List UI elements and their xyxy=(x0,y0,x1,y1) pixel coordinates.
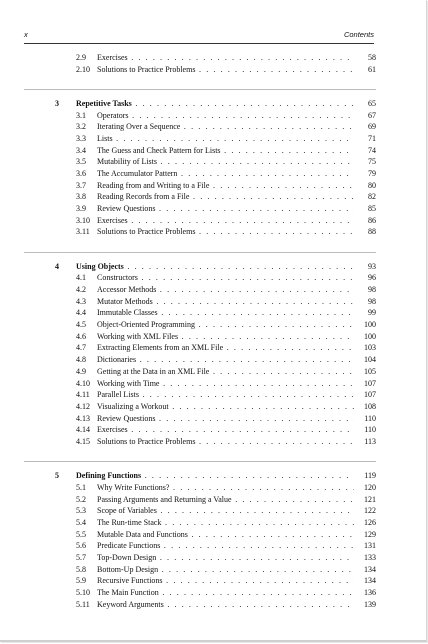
toc-section-entry[interactable] xyxy=(24,121,376,133)
section-title: The Guess and Check Pattern for Lists . . . xyxy=(97,145,354,157)
section-title: Object-Oriented Programming . . . xyxy=(97,319,354,331)
toc-section-entry[interactable] xyxy=(24,215,376,227)
section-page-number: 113 xyxy=(354,436,376,448)
toc-section-entry[interactable] xyxy=(24,494,376,506)
section-number: 4.6 xyxy=(76,331,86,341)
section-title: Passing Arguments and Returning a Value . . . xyxy=(97,494,354,506)
toc-section-entry[interactable] xyxy=(24,552,376,564)
section-title: Solutions to Practice Problems . . . xyxy=(97,436,354,448)
section-page-number: 100 xyxy=(354,331,376,343)
section-title: The Accumulator Pattern . . . xyxy=(97,168,354,180)
section-page-number: 80 xyxy=(354,180,376,192)
section-number: 5.3 xyxy=(76,506,86,516)
section-page-number: 107 xyxy=(354,378,376,390)
section-page-number: 131 xyxy=(354,540,376,552)
section-page-number: 108 xyxy=(354,401,376,413)
section-number: 4.12 xyxy=(76,401,90,411)
section-number: 4.5 xyxy=(76,320,86,330)
section-number: 5.6 xyxy=(76,541,86,551)
toc-section-entry[interactable] xyxy=(24,52,376,64)
chapter-title: Using Objects . . . xyxy=(76,261,354,273)
section-page-number: 99 xyxy=(354,307,376,319)
section-title: Why Write Functions? . . . xyxy=(97,482,354,494)
section-title: Lists . . . xyxy=(97,133,354,145)
section-number: 4.3 xyxy=(76,296,86,306)
section-number: 4.2 xyxy=(76,285,86,294)
toc-chapter xyxy=(24,52,376,75)
section-number: 5.9 xyxy=(76,576,86,586)
toc-section-entry[interactable] xyxy=(24,424,376,436)
section-page-number: 110 xyxy=(354,413,376,425)
toc-chapter-entry[interactable] xyxy=(24,261,376,273)
section-number: 3.9 xyxy=(76,204,86,214)
section-page-number: 61 xyxy=(354,64,376,76)
section-title: Operators . . . xyxy=(97,110,354,122)
section-page-number: 122 xyxy=(354,505,376,517)
section-page-number: 85 xyxy=(354,203,376,215)
chapter-number: 5 xyxy=(55,471,59,481)
section-number: 4.1 xyxy=(76,273,86,283)
chapter-title: Defining Functions . . . xyxy=(76,470,354,482)
toc-chapter xyxy=(24,252,376,448)
section-number: 4.10 xyxy=(76,378,90,388)
section-title: Accessor Methods . . . xyxy=(97,284,354,296)
section-page-number: 82 xyxy=(354,191,376,203)
chapter-title: Repetitive Tasks . . . xyxy=(76,98,354,110)
toc-section-entry[interactable] xyxy=(24,284,376,296)
section-number: 3.3 xyxy=(76,133,86,143)
chapter-number: 4 xyxy=(55,261,59,271)
section-title: Mutator Methods . . . xyxy=(97,296,354,308)
section-number: 3.6 xyxy=(76,169,86,178)
toc-section-entry[interactable] xyxy=(24,354,376,366)
section-title: Review Questions . . . xyxy=(97,203,354,215)
section-title: Recursive Functions . . . xyxy=(97,575,354,587)
section-number: 5.1 xyxy=(76,482,86,492)
section-number: 5.7 xyxy=(76,552,86,562)
section-title: Top-Down Design . . . xyxy=(97,552,354,564)
section-number: 4.7 xyxy=(76,343,86,353)
section-title: The Main Function . . . xyxy=(97,587,354,599)
section-page-number: 110 xyxy=(354,424,376,436)
toc-section-entry[interactable] xyxy=(24,307,376,319)
section-title: Exercises . . . xyxy=(97,52,354,64)
section-page-number: 139 xyxy=(354,599,376,611)
toc-section-entry[interactable] xyxy=(24,331,376,343)
section-page-number: 58 xyxy=(354,52,376,64)
section-page-number: 98 xyxy=(354,296,376,308)
section-title: Extracting Elements from an XML File . . . xyxy=(97,342,354,354)
section-number: 3.8 xyxy=(76,192,86,202)
page-folio: x xyxy=(24,30,28,39)
section-page-number: 105 xyxy=(354,366,376,378)
toc-section-entry[interactable] xyxy=(24,342,376,354)
section-page-number: 134 xyxy=(354,564,376,576)
toc-section-entry[interactable] xyxy=(24,413,376,425)
chapter-page-number: 93 xyxy=(354,261,376,273)
section-page-number: 133 xyxy=(354,552,376,564)
running-title: Contents xyxy=(343,30,374,39)
section-page-number: 126 xyxy=(354,517,376,529)
section-page-number: 79 xyxy=(354,168,376,180)
toc-chapter-entry[interactable] xyxy=(24,470,376,482)
section-number: 3.2 xyxy=(76,122,86,132)
section-page-number: 100 xyxy=(354,319,376,331)
section-title: Predicate Functions . . . xyxy=(97,540,354,552)
section-number: 5.11 xyxy=(76,599,90,609)
section-page-number: 136 xyxy=(354,587,376,599)
section-title: Keyword Arguments . . . xyxy=(97,599,354,611)
toc-section-entry[interactable] xyxy=(24,145,376,157)
section-page-number: 107 xyxy=(354,389,376,401)
toc-section-entry[interactable] xyxy=(24,366,376,378)
section-title: Mutability of Lists . . . xyxy=(97,156,354,168)
toc-section-entry[interactable] xyxy=(24,168,376,180)
toc-section-entry[interactable] xyxy=(24,110,376,122)
section-number: 2.10 xyxy=(76,64,90,74)
toc-section-entry[interactable] xyxy=(24,156,376,168)
section-number: 5.8 xyxy=(76,564,86,574)
section-page-number: 104 xyxy=(354,354,376,366)
chapter-page-number: 65 xyxy=(354,98,376,110)
toc-chapter xyxy=(24,461,376,610)
toc-section-entry[interactable] xyxy=(24,378,376,390)
toc-section-entry[interactable] xyxy=(24,389,376,401)
toc-section-entry[interactable] xyxy=(24,401,376,413)
toc-section-entry[interactable] xyxy=(24,133,376,145)
chapter-number: 3 xyxy=(55,98,59,108)
toc-section-entry[interactable] xyxy=(24,564,376,576)
section-title: Exercises . . . xyxy=(97,215,354,227)
section-number: 4.9 xyxy=(76,366,86,376)
section-number: 3.11 xyxy=(76,227,90,237)
section-number: 3.5 xyxy=(76,157,86,167)
section-title: Dictionaries . . . xyxy=(97,354,354,366)
section-title: Working with Time . . . xyxy=(97,378,354,390)
toc-section-entry[interactable] xyxy=(24,203,376,215)
toc-section-entry[interactable] xyxy=(24,272,376,284)
section-title: Getting at the Data in an XML File . . . xyxy=(97,366,354,378)
section-number: 4.15 xyxy=(76,436,90,446)
section-number: 5.4 xyxy=(76,517,86,527)
section-page-number: 67 xyxy=(354,110,376,122)
section-page-number: 71 xyxy=(354,133,376,145)
toc-section-entry[interactable] xyxy=(24,529,376,541)
section-title: Mutable Data and Functions . . . xyxy=(97,529,354,541)
table-of-contents xyxy=(24,52,376,610)
section-title: Solutions to Practice Problems . . . xyxy=(97,226,354,238)
toc-section-entry[interactable] xyxy=(24,517,376,529)
toc-section-entry[interactable] xyxy=(24,587,376,599)
section-title: Parallel Lists . . . xyxy=(97,389,354,401)
toc-section-entry[interactable] xyxy=(24,191,376,203)
section-number: 4.13 xyxy=(76,413,90,423)
toc-section-entry[interactable] xyxy=(24,436,376,448)
section-page-number: 121 xyxy=(354,494,376,506)
section-number: 3.1 xyxy=(76,110,86,120)
section-number: 3.7 xyxy=(76,180,86,190)
section-title: The Run-time Stack . . . xyxy=(97,517,354,529)
section-number: 4.11 xyxy=(76,390,90,400)
toc-section-entry[interactable] xyxy=(24,226,376,238)
section-title: Reading Records from a File . . . xyxy=(97,191,354,203)
chapter-page-number: 119 xyxy=(354,470,376,482)
section-number: 2.9 xyxy=(76,53,86,62)
section-page-number: 96 xyxy=(354,272,376,284)
toc-section-entry[interactable] xyxy=(24,482,376,494)
section-number: 4.8 xyxy=(76,355,86,365)
section-number: 3.10 xyxy=(76,215,90,225)
section-title: Reading from and Writing to a File . . . xyxy=(97,180,354,192)
section-page-number: 69 xyxy=(354,121,376,133)
section-page-number: 88 xyxy=(354,226,376,238)
toc-section-entry[interactable] xyxy=(24,319,376,331)
section-title: Iterating Over a Sequence . . . xyxy=(97,121,354,133)
section-title: Working with XML Files . . . xyxy=(97,331,354,343)
section-title: Visualizing a Workout . . . xyxy=(97,401,354,413)
toc-chapter-entry[interactable] xyxy=(24,98,376,110)
section-number: 5.5 xyxy=(76,529,86,539)
section-title: Scope of Variables . . . xyxy=(97,505,354,517)
section-number: 5.10 xyxy=(76,588,90,597)
section-page-number: 74 xyxy=(354,145,376,157)
section-page-number: 134 xyxy=(354,575,376,587)
toc-section-entry[interactable] xyxy=(24,180,376,192)
section-title: Exercises . . . xyxy=(97,424,354,436)
toc-section-entry[interactable] xyxy=(24,540,376,552)
section-title: Immutable Classes . . . xyxy=(97,307,354,319)
section-page-number: 86 xyxy=(354,215,376,227)
toc-section-entry[interactable] xyxy=(24,296,376,308)
section-title: Constructors . . . xyxy=(97,272,354,284)
section-number: 4.4 xyxy=(76,308,86,318)
section-page-number: 120 xyxy=(354,482,376,494)
section-number: 5.2 xyxy=(76,494,86,504)
toc-section-entry[interactable] xyxy=(24,505,376,517)
toc-section-entry[interactable] xyxy=(24,64,376,76)
section-page-number: 103 xyxy=(354,342,376,354)
section-page-number: 75 xyxy=(354,156,376,168)
section-page-number: 129 xyxy=(354,529,376,541)
section-title: Solutions to Practice Problems . . . xyxy=(97,64,354,76)
section-title: Bottom-Up Design . . . xyxy=(97,564,354,576)
section-number: 4.14 xyxy=(76,425,90,435)
toc-chapter xyxy=(24,89,376,238)
running-head xyxy=(24,30,374,42)
toc-section-entry[interactable] xyxy=(24,599,376,611)
toc-section-entry[interactable] xyxy=(24,575,376,587)
section-page-number: 98 xyxy=(354,284,376,296)
section-number: 3.4 xyxy=(76,145,86,155)
header-rule xyxy=(24,43,374,44)
section-title: Review Questions . . . xyxy=(97,413,354,425)
